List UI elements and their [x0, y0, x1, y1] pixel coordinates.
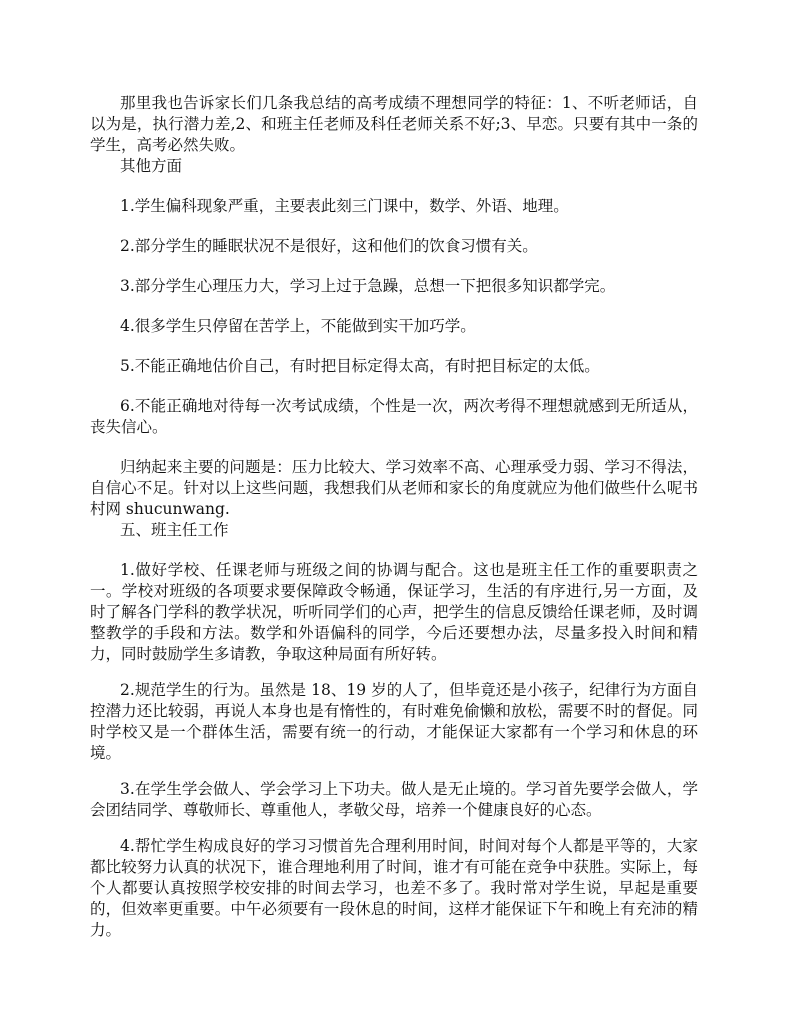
- paragraph-high-school-traits: 那里我也告诉家长们几条我总结的高考成绩不理想同学的特征：1、不听老师话，自以为是，执行潜力差,2、和班主任老师及科任老师关系不好;3、早恋。只要有其中一条的学生，高考必然失败。: [90, 94, 698, 154]
- paragraph-summary: 归纳起来主要的问题是：压力比较大、学习效率不高、心理承受力弱、学习不得法，自信心不足。针对以上这些问题，我想我们从老师和家长的角度就应为他们做些什么呢书村网 shucunwang.: [90, 458, 698, 518]
- list-item-1: 1.学生偏科现象严重，主要表此刻三门课中，数学、外语、地理。: [120, 197, 569, 215]
- list-item-4: 4.很多学生只停留在苦学上，不能做到实干加巧学。: [120, 317, 476, 335]
- work-item-4: 4.帮忙学生构成良好的学习习惯首先合理利用时间，时间对每个人都是平等的，大家都比较努力认真的状况下，谁合理地利用了时间，谁才有可能在竞争中获胜。实际上，每个人都要认真按照学校安排的时间去学习，也差不多了。我时常对学生说，早起是重要的，但效率更重要。中午必须要有一段休息的时间，这样才能保证下午和晚上有充沛的精力。: [90, 837, 698, 939]
- heading-other-aspects: 其他方面: [120, 157, 183, 175]
- list-item-3: 3.部分学生心理压力大，学习上过于急躁，总想一下把很多知识都学完。: [120, 277, 616, 295]
- heading-class-teacher-work: 五、班主任工作: [120, 521, 229, 539]
- work-item-1: 1.做好学校、任课老师与班级之间的协调与配合。这也是班主任工作的重要职责之一。学校对班级的各项要求要保障政令畅通，保证学习，生活的有序进行,另一方面，及时了解各门学科的教学状况，听听同学们的心声，把学生的信息反馈给任课老师，及时调整教学的手段和方法。数学和外语偏科的同学，今后还要想办法，尽量多投入时间和精力，同时鼓励学生多请教，争取这种局面有所好转。: [90, 561, 698, 663]
- list-item-2: 2.部分学生的睡眠状况不是很好，这和他们的饮食习惯有关。: [120, 237, 538, 255]
- list-item-5: 5.不能正确地估价自己，有时把目标定得太高，有时把目标定的太低。: [120, 357, 600, 375]
- list-item-6: 6.不能正确地对待每一次考试成绩，个性是一次，两次考得不理想就感到无所适从，丧失信心。: [90, 397, 698, 436]
- work-item-3: 3.在学生学会做人、学会学习上下功夫。做人是无止境的。学习首先要学会做人，学会团结同学、尊敬师长、尊重他人，孝敬父母，培养一个健康良好的心态。: [90, 780, 698, 819]
- work-item-2: 2.规范学生的行为。虽然是 18、19 岁的人了，但毕竟还是小孩子，纪律行为方面自控潜力还比较弱，再说人本身也是有惰性的，有时难免偷懒和放松，需要不时的督促。同时学校又是一个群体生活，需要有统一的行动，才能保证大家都有一个学习和休息的环境。: [90, 681, 698, 762]
